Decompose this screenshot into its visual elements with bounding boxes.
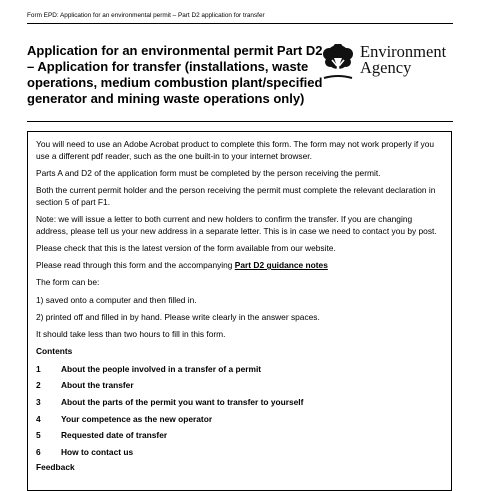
toc-item-6[interactable] [36, 447, 443, 459]
toc-item-2[interactable] [36, 380, 443, 392]
intro-paragraph: Parts A and D2 of the application form must be completed by the person receiving the permit. [36, 167, 381, 178]
toc-number: 1 [36, 363, 41, 374]
intro-paragraph: It should take less than two hours to fill in this form. [36, 328, 226, 339]
toc-item-4[interactable] [36, 414, 443, 426]
toc-label: About the people involved in a transfer of a permit [61, 363, 262, 374]
contents-heading: Contents [36, 346, 73, 357]
intro-paragraph: Both the current permit holder and the person receiving the permit must complete the relevant declaration in section 5 of part F1. [36, 185, 436, 207]
toc-item-5[interactable] [36, 430, 443, 442]
intro-box [27, 131, 452, 491]
toc-label: About the transfer [61, 380, 134, 391]
intro-paragraph: Please check that this is the latest version of the form available from our website. [36, 242, 336, 253]
feedback-heading: Feedback [36, 462, 75, 473]
toc-number: 2 [36, 380, 41, 391]
intro-paragraph: The form can be: [36, 277, 100, 288]
logo-line-2: Agency [360, 58, 412, 77]
intro-paragraph: Note: we will issue a letter to both current and new holders to confirm the transfer. If you are changing address, please tell us your new address in a separate letter. This is in case we need to contact you by post. [36, 214, 437, 236]
intro-paragraph: 2) printed off and filled in by hand. Please write clearly in the answer spaces. [36, 311, 320, 322]
intro-paragraph: 1) saved onto a computer and then filled in. [36, 294, 197, 305]
toc-item-1[interactable] [36, 364, 443, 376]
guidance-notes-link[interactable]: Part D2 guidance notes [234, 260, 328, 271]
toc-label: Requested date of transfer [61, 430, 168, 441]
toc-item-3[interactable] [36, 397, 443, 409]
logo-wordmark [360, 44, 446, 76]
toc-number: 3 [36, 397, 41, 408]
form-reference: Form EPD: Application for an environmental permit – Part D2 application for transfer [27, 12, 453, 24]
intro-paragraph: You will need to use an Adobe Acrobat product to complete this form. The form may not work properly if you use a different pdf reader, such as the one built-in to your internet browser. [36, 139, 435, 161]
tree-logo-icon [320, 44, 356, 82]
toc-label: How to contact us [61, 446, 134, 457]
logo-line-1: Environment [360, 42, 447, 61]
toc-label: Your competence as the new operator [61, 413, 213, 424]
intro-paragraph [36, 260, 443, 272]
guidance-text: Please read through this form and the accompanying [36, 260, 235, 271]
toc-number: 6 [36, 446, 41, 457]
header-divider [27, 121, 453, 122]
toc-number: 5 [36, 430, 41, 441]
toc-number: 4 [36, 413, 41, 424]
page-title: Application for an environmental permit Part D2 – Application for transfer (installations, waste operations, medium combustion plant/specified generator and mining waste operations only) [27, 43, 323, 106]
environment-agency-logo [320, 44, 460, 86]
toc-label: About the parts of the permit you want to transfer to yourself [61, 397, 304, 408]
